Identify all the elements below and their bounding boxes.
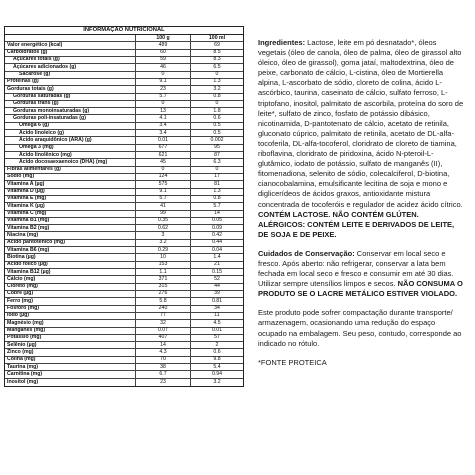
value-per-100ml: 0.6 [213, 348, 221, 355]
nutrition-table [4, 26, 244, 387]
value-per-100ml: 4.5 [213, 319, 221, 326]
table-row [5, 211, 243, 218]
value-per-100g: 4.3 [136, 349, 191, 355]
table-row [5, 284, 243, 291]
header-blank-cell [5, 35, 136, 41]
table-row [5, 313, 243, 320]
value-per-100ml: 0 [215, 166, 219, 173]
value-per-100g: 46 [136, 64, 191, 70]
value-per-100g: 59 [136, 57, 191, 63]
allergen-warning: CONTÉM LACTOSE. NÃO CONTÉM GLÚTEN. ALÉRGICOS: CONTÉM LEITE E DERIVADOS DE LEITE, DE SOJA E DE PEIXE. [258, 209, 455, 239]
value-per-100g: 32 [136, 320, 191, 326]
table-row [5, 232, 243, 239]
table-row [5, 130, 243, 137]
nutrient-label: Fibras alimentares (g) [5, 167, 136, 173]
value-per-100g: 621 [136, 152, 191, 158]
nutrition-rows [5, 42, 243, 386]
table-row [5, 64, 243, 71]
value-per-100g: 60 [136, 50, 191, 56]
nutrient-label: Vitamina A (µg) [5, 181, 136, 187]
value-per-100g: 5.7 [136, 94, 191, 100]
value-per-100g: 38 [136, 364, 191, 370]
value-per-100g: 3 [136, 232, 191, 238]
nutrient-label: Ácido docosaexaenoico (DHA) (mg) [5, 159, 136, 165]
nutrient-label: Açúcares totais (g) [5, 57, 136, 63]
table-row [5, 247, 243, 254]
value-per-100ml: 44 [214, 283, 220, 290]
ingredients-body: Lactose, leite em pó desnatado*, óleos vegetais (óleo de canola, óleo de palma, óleo de girassol alto óleico, óleo de girassol), goma jataí, maltodextrina, óleo de peixe, carbonato de cálcio, L-cistina, óleo de Mortierella alpina, L-ascorbato de sódio, cloreto de colina, ácido L-ascórbico, taurina, caseinato de cálcio, sulfato ferroso, L-triptofano, inositol, palmitato de ascorbila, proteína do soro de leite*, sulfato de zinco, fosfato de potássio dibásico, nicotinamida, D-pantotenato de cálcio, acetato de retinila, gluconato cúprico, palmitato de retinila, acetato de DL-alfa-tocoferila, DL-alfa-tocoferol, cloridrato de cloreto de tiamina, riboflavina, cloridrato de piridoxina, ácido N-pteroil-L-glutâmico, iodato de potássio, sulfato de manganês (II), fitomenadiona, selenito de sódio, colecalciferol, D-biotina, cianocobalamina, emulsificante lecitina de soja e mono e diglicerídeos de ácidos graxos, antioxidante mistura concentrada de tocoferóis e regulador de acidez ácido cítrico. [258, 38, 464, 209]
nutrient-label: Proteínas (g) [5, 79, 136, 85]
value-per-100ml: 0.94 [211, 370, 223, 377]
value-per-100ml: 6.5 [213, 63, 221, 70]
product-info-text [258, 38, 465, 368]
value-per-100g: 0.35 [136, 218, 191, 224]
table-row [5, 291, 243, 298]
nutrient-label: Vitamina D (µg) [5, 189, 136, 195]
value-per-100ml: 5.7 [213, 202, 221, 209]
table-header-row [5, 35, 243, 42]
table-row [5, 115, 243, 122]
table-row [5, 167, 243, 174]
table-row [5, 50, 243, 57]
value-per-100ml: 1.3 [213, 188, 221, 195]
value-per-100g: 0.01 [136, 137, 191, 143]
table-row [5, 79, 243, 86]
table-row [5, 123, 243, 130]
table-row [5, 86, 243, 93]
table-row [5, 357, 243, 364]
table-row [5, 174, 243, 181]
nutrient-label: Gorduras saturadas (g) [5, 94, 136, 100]
value-per-100ml: 14 [214, 210, 220, 217]
value-per-100ml: 0.8 [213, 195, 221, 202]
value-per-100g: 677 [136, 145, 191, 151]
table-row [5, 320, 243, 327]
value-per-100ml: 0.04 [211, 246, 223, 253]
nutrient-label: Sacarose (g) [5, 72, 136, 78]
value-per-100ml: 0.01 [211, 327, 223, 334]
table-row [5, 203, 243, 210]
value-per-100g: 371 [136, 276, 191, 282]
table-row [5, 137, 243, 144]
value-per-100ml: 8.5 [213, 49, 221, 56]
value-per-100ml: 8.3 [213, 56, 221, 63]
value-per-100g: 10 [136, 254, 191, 260]
nutrient-label: Açúcares adicionados (g) [5, 64, 136, 70]
value-per-100ml: 11 [214, 312, 220, 319]
nutrient-label: Vitamina C (mg) [5, 211, 136, 217]
value-per-100g: 315 [136, 284, 191, 290]
value-per-100ml: 0.42 [211, 231, 223, 238]
value-per-100g: 575 [136, 181, 191, 187]
nutrient-label: Cloreto (mg) [5, 284, 136, 290]
nutrient-label: Fósforo (mg) [5, 306, 136, 312]
value-per-100g: 0 [136, 101, 191, 107]
table-row [5, 145, 243, 152]
value-per-100ml: 0.44 [211, 239, 223, 246]
value-per-100g: 3.4 [136, 123, 191, 129]
value-per-100g: 0.62 [136, 225, 191, 231]
ingredients-paragraph [258, 38, 465, 240]
ingredients-heading: Ingredientes: [258, 38, 306, 47]
value-per-100g: 70 [136, 357, 191, 363]
table-row [5, 72, 243, 79]
value-per-100ml: 0.81 [211, 297, 223, 304]
storage-paragraph [258, 249, 465, 299]
value-per-100ml: 0.5 [213, 129, 221, 136]
nutrient-label: Cobre (µg) [5, 291, 136, 297]
nutrient-label: Cálcio (mg) [5, 276, 136, 282]
value-per-100g: 23 [136, 379, 191, 386]
value-per-100g: 41 [136, 203, 191, 209]
table-row [5, 269, 243, 276]
table-row [5, 42, 243, 49]
value-per-100g: 5.8 [136, 298, 191, 304]
value-per-100g: 45 [136, 159, 191, 165]
nutrient-label: Vitamina B2 (mg) [5, 225, 136, 231]
value-per-100ml: 39 [214, 290, 220, 297]
nutrient-label: Taurina (mg) [5, 364, 136, 370]
table-row [5, 57, 243, 64]
value-per-100ml: 34 [214, 305, 220, 312]
nutrient-label: Carboidratos (g) [5, 50, 136, 56]
value-per-100ml: 52 [214, 275, 220, 282]
nutrient-label: Gorduras poli-insaturadas (g) [5, 115, 136, 121]
value-per-100ml: 0.15 [211, 268, 223, 275]
value-per-100ml: 3.2 [213, 378, 221, 385]
value-per-100g: 0.07 [136, 328, 191, 334]
value-per-100ml: 3.2 [213, 85, 221, 92]
value-per-100g: 153 [136, 262, 191, 268]
value-per-100ml: 69 [214, 41, 220, 48]
value-per-100ml: 95 [214, 144, 220, 151]
table-row [5, 364, 243, 371]
nutrient-label: Selênio (µg) [5, 342, 136, 348]
value-per-100ml: 0.5 [213, 122, 221, 129]
compaction-note: Este produto pode sofrer compactação durante transporte/ armazenagem, ocasionando uma redução do espaço ocupado na embalagem. Seu peso, contudo, corresponde ao indicado no rótulo. [258, 308, 462, 348]
value-per-100ml: 0.09 [211, 224, 223, 231]
value-per-100g: 124 [136, 174, 191, 180]
value-per-100g: 489 [136, 42, 191, 48]
table-row [5, 101, 243, 108]
nutrient-label: Ácido linoleico (g) [5, 130, 136, 136]
table-row [5, 262, 243, 269]
nutrient-label: Colina (mg) [5, 357, 136, 363]
table-row [5, 371, 243, 378]
value-per-100g: 9.1 [136, 79, 191, 85]
table-row [5, 379, 243, 386]
value-per-100ml: 87 [214, 151, 220, 158]
value-per-100g: 6.7 [136, 371, 191, 377]
table-row [5, 196, 243, 203]
value-per-100g: 0 [136, 72, 191, 78]
seal-warning: NÃO CONSUMA O PRODUTO SE O LACRE METÁLICO ESTIVER VIOLADO. [258, 279, 463, 299]
storage-body: Conservar em local seco e fresco. Após aberto: não refrigerar, conservar a lata bem fechada em local seco e fresco e consumir em até 30 dias. Utilizar sempre utensílios limpos e secos. [258, 248, 454, 289]
nutrient-label: Valor energético (kcal) [5, 42, 136, 48]
value-per-100ml: 0 [215, 100, 219, 107]
table-row [5, 335, 243, 342]
value-per-100ml: 0.002 [210, 136, 224, 143]
value-per-100ml: 2 [215, 341, 219, 348]
nutrient-label: Iodo (µg) [5, 313, 136, 319]
nutrient-label: Vitamina E (mg) [5, 196, 136, 202]
table-row [5, 328, 243, 335]
storage-heading: Cuidados de Conservação: [258, 248, 355, 258]
table-row [5, 108, 243, 115]
nutrient-label: Vitamina B6 (mg) [5, 247, 136, 253]
value-per-100g: 0 [136, 167, 191, 173]
value-per-100ml: 0.05 [211, 217, 223, 224]
value-per-100g: 1.1 [136, 269, 191, 275]
nutrient-label: Gorduras monoinsaturadas (g) [5, 108, 136, 114]
table-row [5, 189, 243, 196]
value-per-100g: 0.29 [136, 247, 191, 253]
value-per-100g: 4.1 [136, 115, 191, 121]
header-100ml: 100 ml [208, 34, 226, 41]
value-per-100ml: 1.4 [213, 253, 221, 260]
value-per-100ml: 1.8 [213, 107, 221, 114]
value-per-100ml: 17 [214, 173, 220, 180]
value-per-100g: 276 [136, 291, 191, 297]
value-per-100g: 13 [136, 108, 191, 114]
value-per-100ml: 0.8 [213, 93, 221, 100]
nutrition-table-title: INFORMAÇÃO NUTRICIONAL [5, 27, 243, 35]
nutrient-label: Ômega 3 (mg) [5, 145, 136, 151]
value-per-100ml: 0.6 [213, 114, 221, 121]
nutrient-label: Vitamina B1 (mg) [5, 218, 136, 224]
value-per-100g: 23 [136, 86, 191, 92]
value-per-100g: 407 [136, 335, 191, 341]
value-per-100ml: 6.3 [213, 158, 221, 165]
value-per-100g: 9.1 [136, 189, 191, 195]
table-row [5, 240, 243, 247]
nutrient-label: Manganês (mg) [5, 328, 136, 334]
nutrient-label: Ferro (mg) [5, 298, 136, 304]
value-per-100g: 3.4 [136, 130, 191, 136]
nutrient-label: Niacina (mg) [5, 232, 136, 238]
value-per-100g: 77 [136, 313, 191, 319]
value-per-100g: 5.7 [136, 196, 191, 202]
value-per-100ml: 1.3 [213, 78, 221, 85]
nutrient-label: Ácido araquidônico (ARA) (g) [5, 137, 136, 143]
nutrient-label: Ácido linolênico (mg) [5, 152, 136, 158]
nutrient-label: Zinco (mg) [5, 349, 136, 355]
nutrient-label: Inositol (mg) [5, 379, 136, 386]
table-row [5, 152, 243, 159]
nutrient-label: Vitamina K (µg) [5, 203, 136, 209]
value-per-100g: 240 [136, 306, 191, 312]
table-row [5, 349, 243, 356]
nutrient-label: Biotina (µg) [5, 254, 136, 260]
nutrient-label: Ácido pantotênico (mg) [5, 240, 136, 246]
table-row [5, 225, 243, 232]
value-per-100g: 3.2 [136, 240, 191, 246]
nutrient-label: Carnitina (mg) [5, 371, 136, 377]
nutrient-label: Magnésio (mg) [5, 320, 136, 326]
table-row [5, 276, 243, 283]
nutrient-label: Ácido fólico (µg) [5, 262, 136, 268]
nutrient-label: Gorduras totais (g) [5, 86, 136, 92]
nutrient-label: Potássio (mg) [5, 335, 136, 341]
table-row [5, 218, 243, 225]
value-per-100ml: 57 [214, 334, 220, 341]
table-row [5, 298, 243, 305]
table-row [5, 306, 243, 313]
value-per-100g: 99 [136, 211, 191, 217]
value-per-100ml: 5.4 [213, 363, 221, 370]
protein-source-footnote: *FONTE PROTEICA [258, 357, 327, 367]
nutrient-label: Sódio (mg) [5, 174, 136, 180]
value-per-100ml: 9.8 [213, 356, 221, 363]
nutrient-label: Vitamina B12 (µg) [5, 269, 136, 275]
value-per-100ml: 81 [214, 180, 220, 187]
value-per-100g: 14 [136, 342, 191, 348]
table-row [5, 94, 243, 101]
table-row [5, 254, 243, 261]
nutrient-label: Gorduras trans (g) [5, 101, 136, 107]
header-100g: 100 g [136, 35, 191, 41]
table-row [5, 342, 243, 349]
table-row [5, 181, 243, 188]
value-per-100ml: 21 [214, 261, 220, 268]
table-row [5, 159, 243, 166]
value-per-100ml: 0 [215, 71, 219, 78]
nutrient-label: Ômega 6 (g) [5, 123, 136, 129]
